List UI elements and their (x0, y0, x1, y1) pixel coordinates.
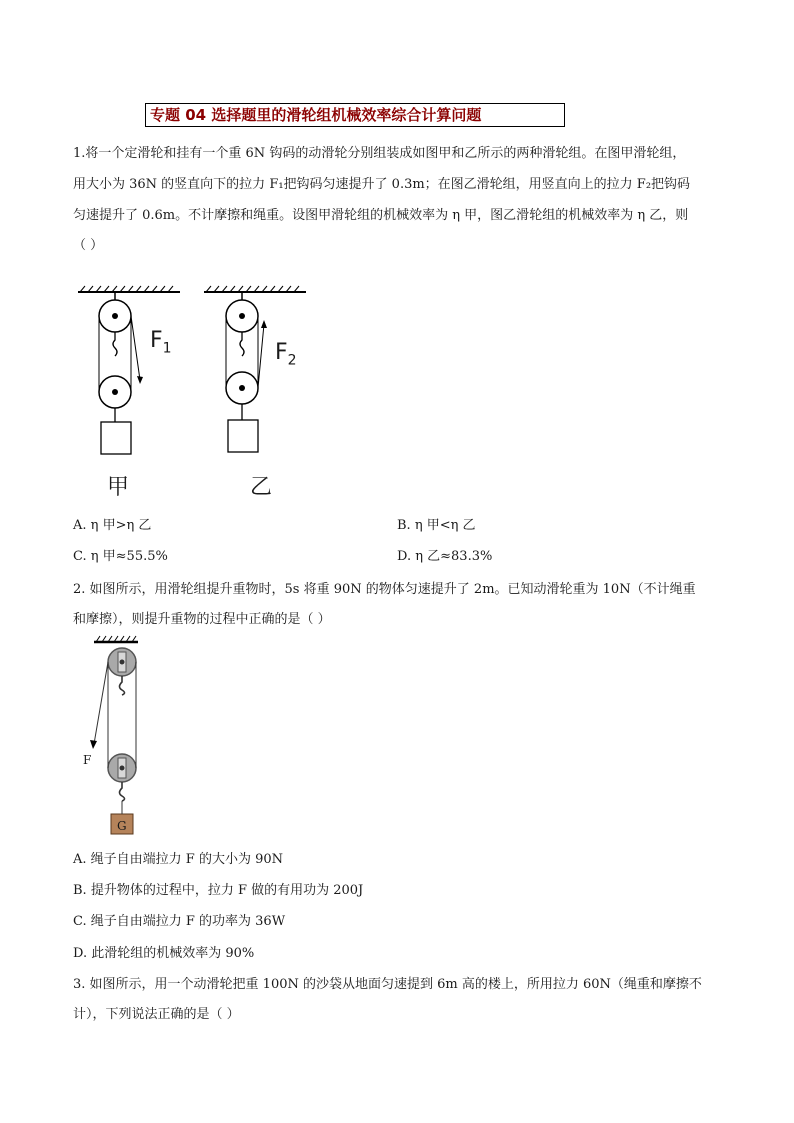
pulley-figure-jia (70, 280, 190, 440)
q2-option-d: D. 此滑轮组的机械效率为 90% (73, 946, 255, 961)
q1-option-b: B. η 甲<η 乙 (397, 518, 476, 533)
q3-line-2: 计），下列说法正确的是（ ） (73, 1007, 240, 1022)
page-title: 专题 04 选择题里的滑轮组机械效率综合计算问题 (145, 103, 565, 127)
q1-line-3: 匀速提升了 0.6m。不计摩擦和绳重。设图甲滑轮组的机械效率为 η 甲，图乙滑轮组的机械效率为 η 乙，则 (73, 208, 689, 223)
q2-force-label: F (83, 753, 92, 767)
pulley-figure-yi (200, 280, 320, 440)
q3-line-1: 3. 如图所示，用一个动滑轮把重 100N 的沙袋从地面匀速提到 6m 高的楼上，所用拉力 60N（绳重和摩擦不 (73, 977, 702, 992)
q2-option-c: C. 绳子自由端拉力 F 的功率为 36W (73, 914, 286, 929)
pulley-figure-q2 (80, 636, 170, 836)
q2-option-a: A. 绳子自由端拉力 F 的大小为 90N (73, 852, 283, 867)
caption-jia: 甲 (107, 475, 130, 500)
q1-option-d: D. η 乙≈83.3% (397, 549, 493, 564)
label-f2: $F_2$ (275, 340, 297, 369)
q1-line-1: 1.将一个定滑轮和挂有一个重 6N 钩码的动滑轮分别组装成如图甲和乙所示的两种滑轮组。在图甲滑轮组， (73, 146, 686, 161)
q1-option-a: A. η 甲>η 乙 (73, 518, 152, 533)
q1-line-2: 用大小为 36N 的竖直向下的拉力 F₁把钩码匀速提升了 0.3m；在图乙滑轮组，用竖直向上的拉力 F₂把钩码 (73, 177, 691, 192)
q1-option-c: C. η 甲≈55.5% (73, 549, 168, 564)
q1-line-4: （ ） (73, 238, 104, 253)
q2-line-1: 2. 如图所示，用滑轮组提升重物时，5s 将重 90N 的物体匀速提升了 2m。已知动滑轮重为 10N（不计绳重 (73, 582, 696, 597)
caption-yi: 乙 (250, 475, 273, 500)
q2-weight-label: G (117, 819, 127, 833)
q2-line-2: 和摩擦），则提升重物的过程中正确的是（ ） (73, 612, 331, 627)
label-f1: $F_1$ (150, 328, 172, 357)
q2-option-b: B. 提升物体的过程中，拉力 F 做的有用功为 200J (73, 883, 364, 898)
